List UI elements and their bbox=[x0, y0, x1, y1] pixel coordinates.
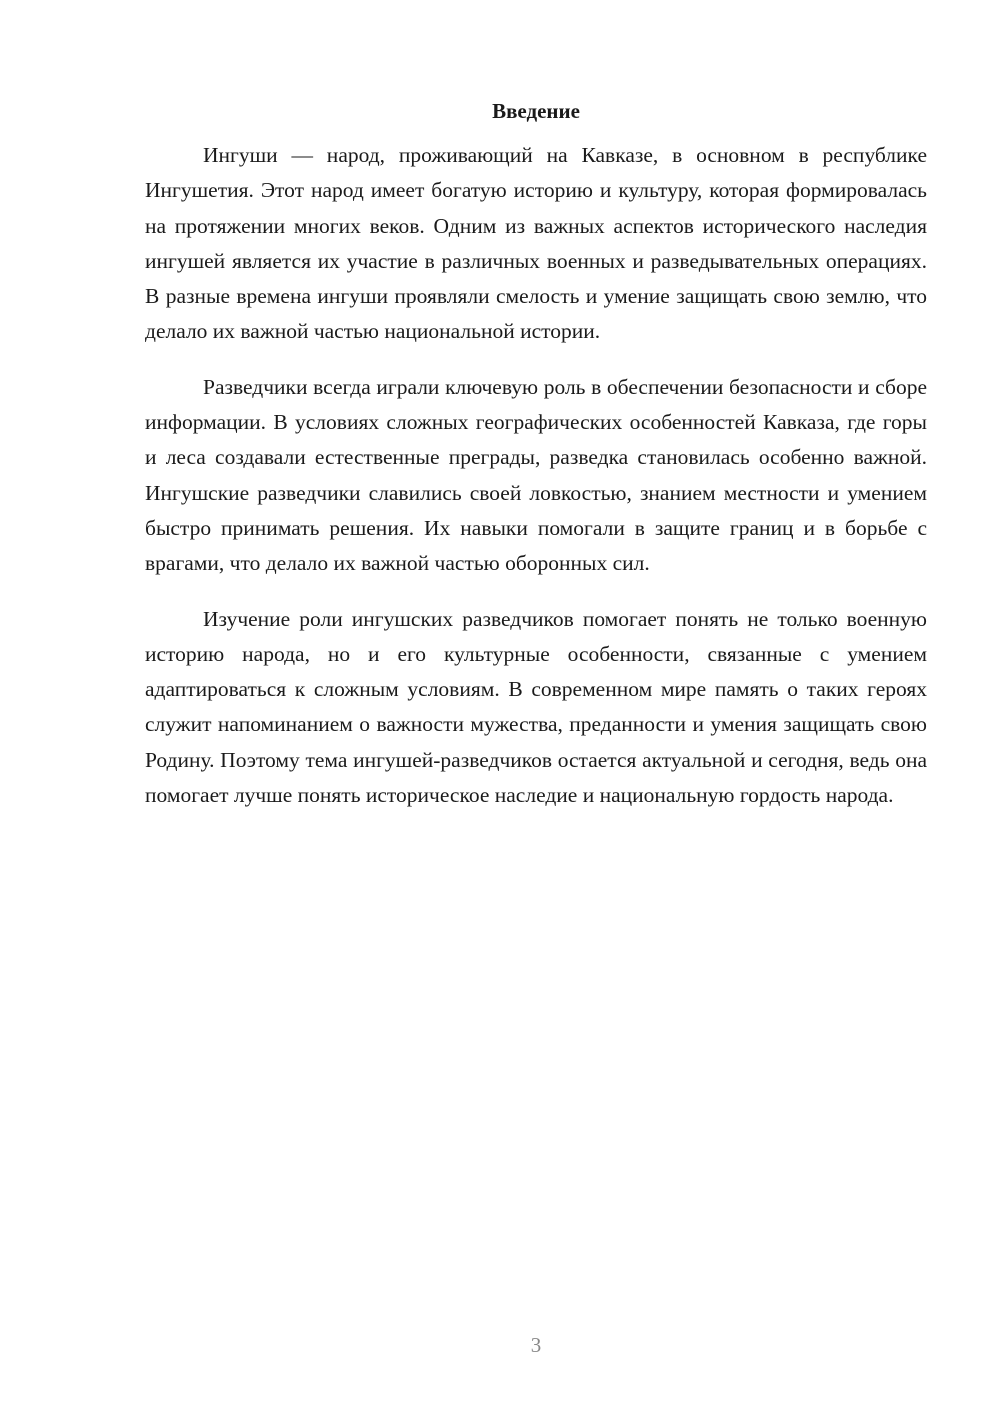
paragraph-2: Разведчики всегда играли ключевую роль в обеспечении безопасности и сборе информации. В условиях сложных географических особенностей Кавказа, где горы и леса создавали естественные преграды, разведка становилась особенно важной. Ингушские разведчики славились своей ловкостью, знанием местности и умением быстро принимать решения. Их навыки помогали в защите границ и в борьбе с врагами, что делало их важной частью оборонных сил. bbox=[145, 374, 927, 576]
page-content bbox=[145, 96, 927, 833]
paragraph-3: Изучение роли ингушских разведчиков помогает понять не только военную историю народа, но и его культурные особенности, связанные с умением адаптироваться к сложным условиям. В современном мире память о таких героях служит напоминанием о важности мужества, преданности и умения защищать свою Родину. Поэтому тема ингушей-разведчиков остается актуальной и сегодня, ведь она помогает лучше понять историческое наследие и национальную гордость народа. bbox=[145, 606, 927, 808]
paragraph-1: Ингуши — народ, проживающий на Кавказе, в основном в республике Ингушетия. Этот народ имеет богатую историю и культуру, которая формировалась на протяжении многих веков. Одним из важных аспектов исторического наследия ингушей является их участие в различных военных и разведывательных операциях. В разные времена ингуши проявляли смелость и умение защищать свою землю, что делало их важной частью национальной истории. bbox=[145, 143, 927, 344]
section-title: Введение bbox=[492, 99, 580, 123]
page-number: 3 bbox=[530, 1333, 542, 1357]
